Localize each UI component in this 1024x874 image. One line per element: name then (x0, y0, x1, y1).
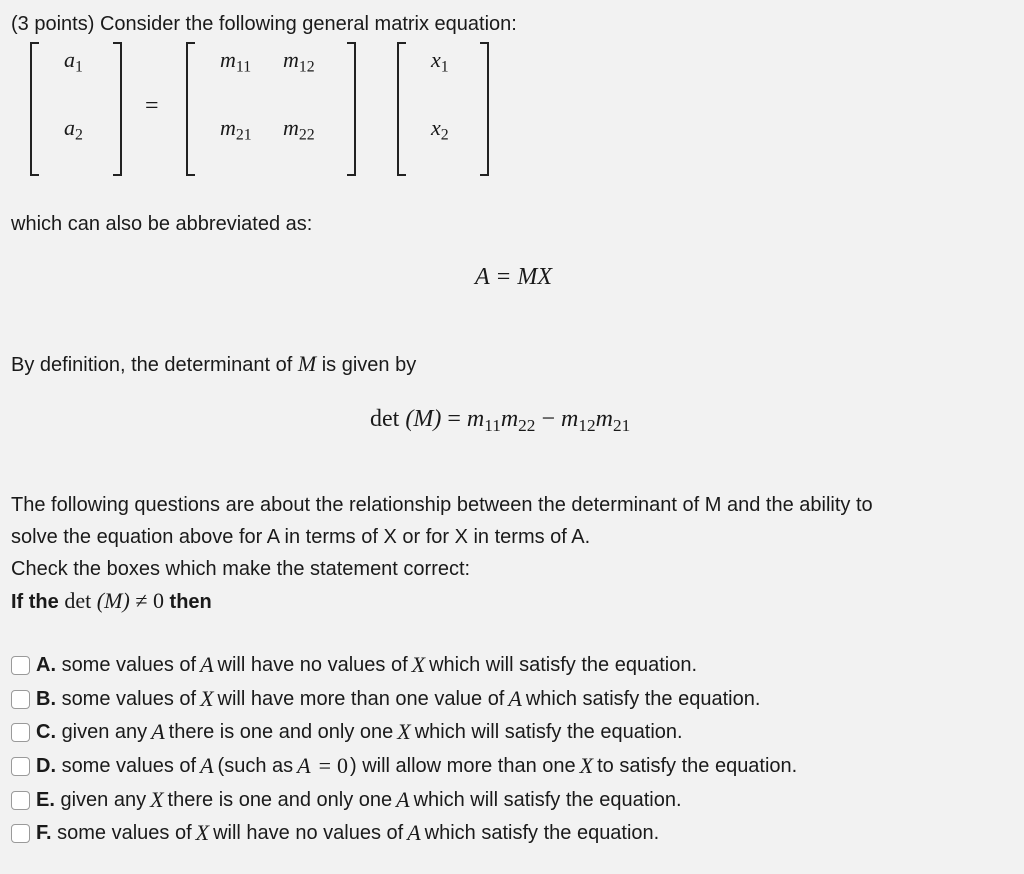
option-a[interactable]: A. some values of A will have no values of X which will satisfy the equation. (11, 651, 697, 679)
equals-sign: = (145, 93, 159, 119)
vector-x-left-bracket (397, 42, 406, 176)
option-e[interactable]: E. given any X there is one and only one A which will satisfy the equation. (11, 786, 682, 814)
matrix-m-right-bracket (347, 42, 356, 176)
vector-a-right-bracket (113, 42, 122, 176)
option-d-checkbox[interactable] (11, 757, 30, 776)
vector-x-right-bracket (480, 42, 489, 176)
points-label: (3 points) (11, 13, 95, 35)
entry-a1: $a_1$ (64, 47, 83, 76)
option-b[interactable]: B. some values of X will have more than one value of A which satisfy the equation. (11, 685, 760, 713)
condition-statement: If the det (M) ≠ 0 then (11, 588, 212, 613)
entry-m21: $m_{21}$ (220, 115, 252, 144)
determinant-formula: $\det (M) = m_{11}m_{22} - m_{12}m_{21}$ (370, 406, 631, 435)
entry-x2: $x_2$ (431, 115, 449, 144)
option-f-checkbox[interactable] (11, 824, 30, 843)
abbrev-formula: A = MX (475, 264, 553, 290)
option-b-checkbox[interactable] (11, 690, 30, 709)
definition-text: By definition, the determinant of M is given by (11, 351, 417, 376)
vector-a-left-bracket (30, 42, 39, 176)
abbrev-text: which can also be abbreviated as: (11, 213, 313, 235)
questions-line-2: solve the equation above for A in terms of X or for X in terms of A. (11, 526, 591, 548)
option-a-checkbox[interactable] (11, 656, 30, 675)
intro-text: Consider the following general matrix equation: (99, 13, 517, 35)
option-e-checkbox[interactable] (11, 791, 30, 810)
questions-line-1: The following questions are about the relationship between the determinant of M and the ability to (11, 494, 873, 516)
entry-a2: $a_2$ (64, 115, 83, 144)
questions-line-3: Check the boxes which make the statement correct: (11, 558, 471, 580)
entry-x1: $x_1$ (431, 47, 449, 76)
entry-m11: $m_{11}$ (220, 47, 252, 76)
definition-var: M (297, 351, 317, 376)
entry-m22: $m_{22}$ (283, 115, 315, 144)
question-header (11, 12, 517, 36)
option-c-checkbox[interactable] (11, 723, 30, 742)
option-c[interactable]: C. given any A there is one and only one X which will satisfy the equation. (11, 718, 683, 746)
option-d[interactable]: D. some values of A (such as A = 0 ) will allow more than one X to satisfy the equation. (11, 752, 797, 780)
matrix-m-left-bracket (186, 42, 195, 176)
option-f[interactable]: F. some values of X will have no values of A which satisfy the equation. (11, 819, 659, 847)
entry-m12: $m_{12}$ (283, 47, 315, 76)
